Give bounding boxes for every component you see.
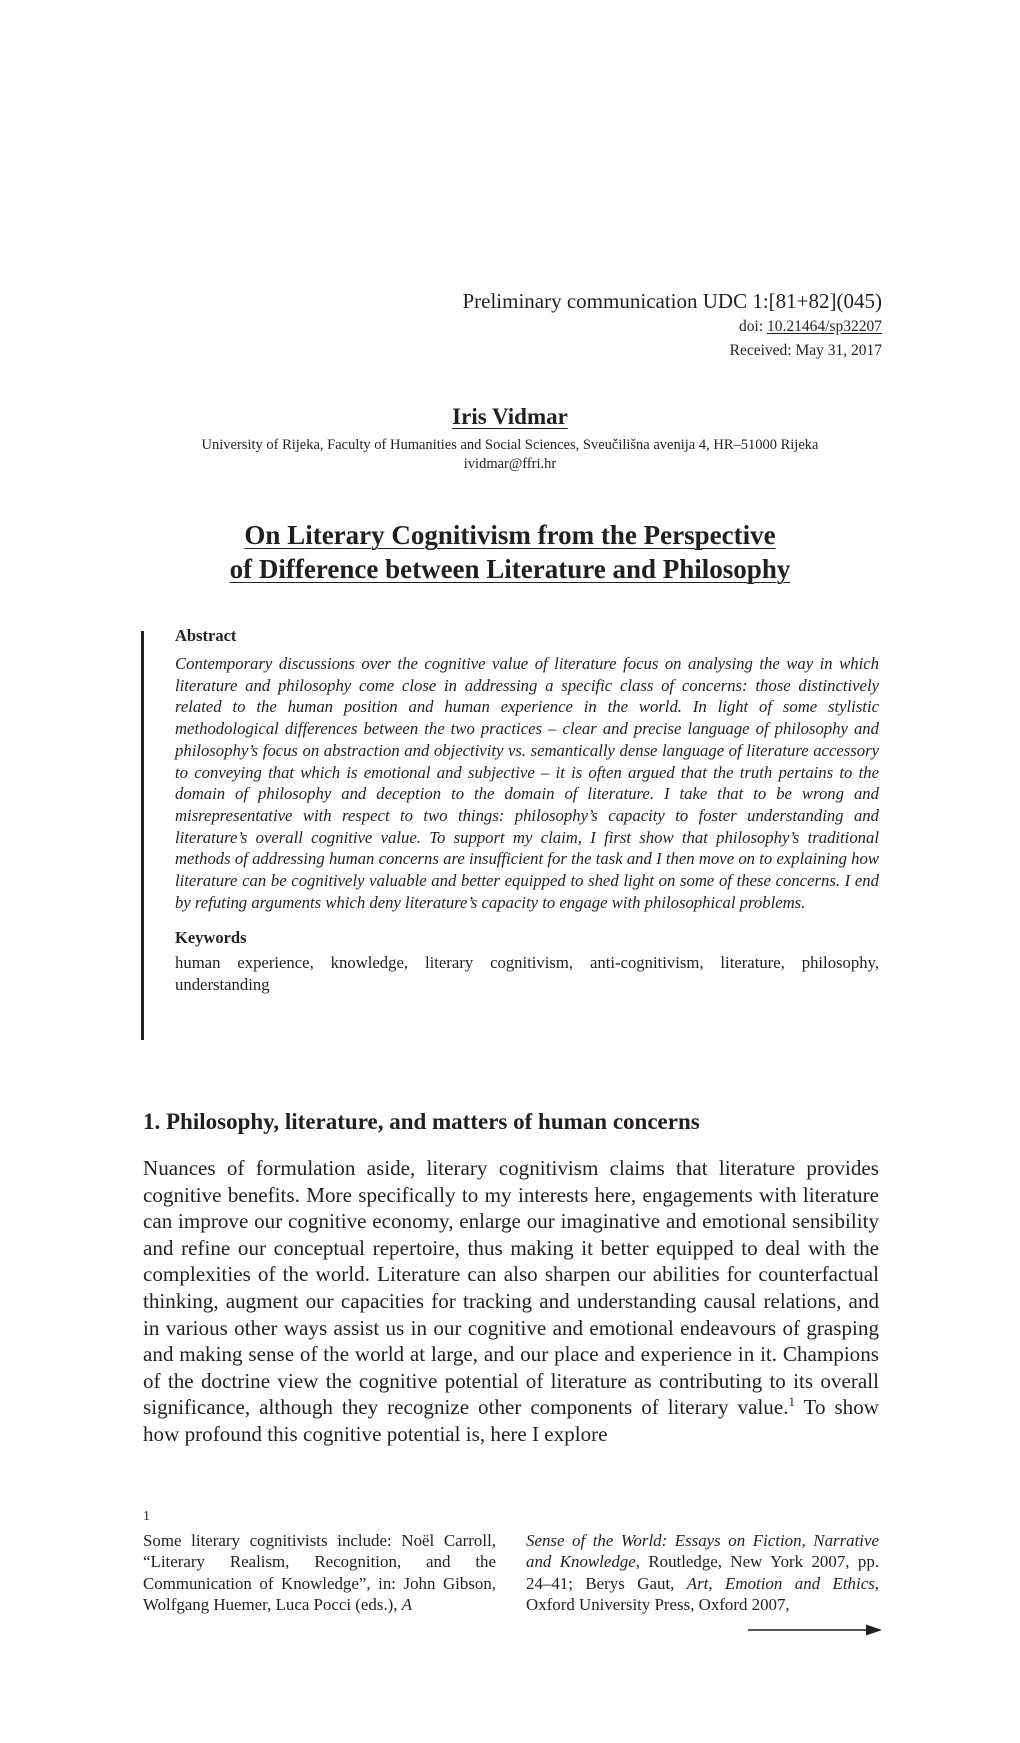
title-line-1: On Literary Cognitivism from the Perspective: [244, 520, 776, 550]
section-heading: 1. Philosophy, literature, and matters of human concerns: [143, 1109, 700, 1134]
author-email[interactable]: ividmar@ffri.hr: [463, 456, 557, 472]
footnote-reference[interactable]: 1: [788, 1394, 795, 1410]
footnote-number: 1: [143, 1509, 150, 1524]
abstract-text: Contemporary discussions over the cognitive value of literature focus on analysing the way in which literature and philosophy come close in addressing a specific class of concerns: those distinctively related to the human position and human experience in the world. In light of some stylistic methodological differences between the two practices – clear and precise language of philosophy and philosophy’s focus on abstraction and objectivity vs. semantically dense language of literature accessory to conveying that which is emotional and subjective – it is often argued that the truth pertains to the domain of philosophy and deception to the domain of literature. I take that to be wrong and misrepresentative with respect to two things: philosophy’s capacity to foster understanding and literature’s overall cognitive value. To support my claim, I first show that philosophy’s traditional methods of addressing human concerns are insufficient for the task and I then move on to explaining how literature can be cognitively valuable and better equipped to shed light on some of these concerns. I end by refuting arguments which deny literature’s capacity to engage with philosophical problems.: [175, 654, 879, 912]
doi-label: doi:: [739, 318, 764, 335]
body-paragraph: [143, 1155, 879, 1448]
doi-line: [462, 315, 882, 339]
footnote-right-italic-1: Sense of the World: Essays on Fiction, Narrative and Knowledge: [526, 1531, 879, 1572]
keywords-text: human experience, knowledge, literary cognitivism, anti-cognitivism, literature, philosophy, understanding: [175, 953, 879, 995]
received-date: Received: May 31, 2017: [729, 342, 882, 359]
article-title: [0, 518, 1020, 586]
abstract-heading: Abstract: [175, 626, 237, 645]
footnote-column-right: [526, 1530, 879, 1615]
title-line-2: of Difference between Literature and Philosophy: [229, 554, 791, 584]
paragraph-text-start: Nuances of formulation aside, literary cognitivism claims that literature provides cognitive benefits. More specifically to my interests here, engagements with literature can improve our cognitive economy, enlarge our imaginative and emotional sensibility and refine our conceptual repertoire, thus making it better equipped to deal with the complexities of the world. Literature can also sharpen our abilities for counterfactual thinking, augment our capacities for tracking and understanding causal relations, and in various other ways assist us in our cognitive and emotional endeavours of grasping and making sense of the world at large, and our place and experience in it. Champions of the doctrine view the cognitive potential of literature as contributing to its overall significance, although they recognize other components of literary value.: [143, 1156, 879, 1420]
footnote-left-text: Some literary cognitivists include: Noël Carroll, “Literary Realism, Recognition, and the Communication of Knowledge”, in: John Gibson, Wolfgang Huemer, Luca Pocci (eds.),: [143, 1531, 496, 1614]
paragraph-text-end: To show how profound this cognitive potential is, here I explore: [143, 1395, 879, 1446]
footnote-right-text-1: , Routledge, New York 2007, pp. 24–41; Berys Gaut,: [526, 1552, 879, 1593]
publication-type-udc: Preliminary communication UDC 1:[81+82](045): [462, 289, 882, 313]
article-metadata: [462, 287, 882, 363]
continue-arrow-icon: [748, 1623, 882, 1637]
author-affiliation: University of Rijeka, Faculty of Humanities and Social Sciences, Sveučilišna avenija 4, HR–51000 Rijeka: [201, 437, 819, 453]
keywords-heading: Keywords: [175, 928, 247, 948]
author-block: [0, 402, 1020, 474]
footnote-right-text-2: , Oxford University Press, Oxford 2007,: [526, 1573, 879, 1614]
abstract-side-rule: [141, 631, 144, 1040]
abstract-section: [175, 625, 879, 996]
author-name: Iris Vidmar: [452, 404, 568, 429]
footnote-column-left: [143, 1530, 496, 1615]
footnote-right-italic-2: Art, Emotion and Ethics: [686, 1573, 875, 1593]
footnote-left-italic: A: [401, 1594, 413, 1614]
doi-link[interactable]: 10.21464/sp32207: [767, 318, 882, 335]
